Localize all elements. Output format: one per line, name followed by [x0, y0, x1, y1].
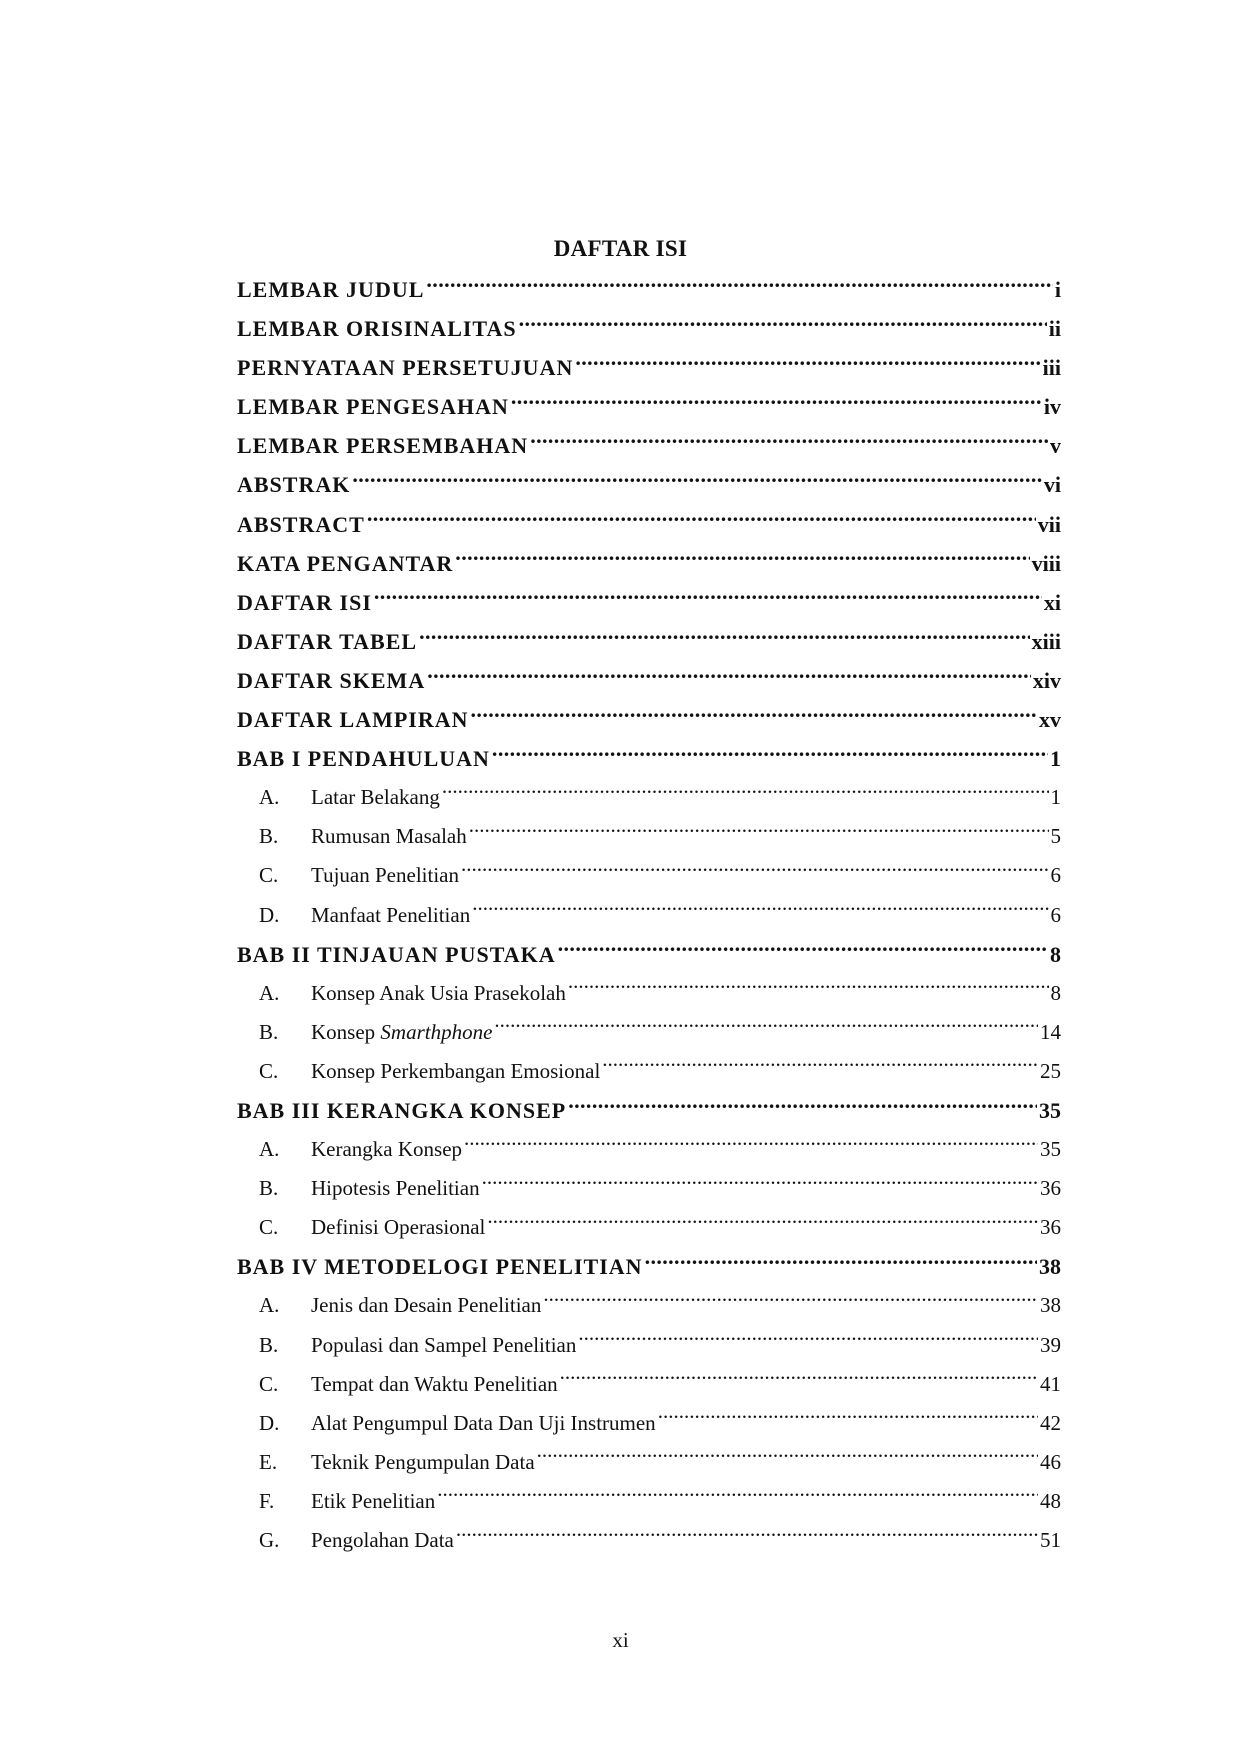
- toc-entry-lembar-judul[interactable]: [237, 270, 1061, 309]
- dot-leader: [472, 901, 1048, 922]
- dot-leader: [530, 431, 1048, 453]
- page-title: DAFTAR ISI: [553, 236, 688, 261]
- toc-section-page: 1: [1050, 785, 1061, 810]
- toc-section-label: Rumusan Masalah: [311, 824, 467, 849]
- toc-entry-pernyataan-persetujuan[interactable]: [237, 348, 1061, 387]
- toc-section-marker: B.: [259, 1332, 279, 1357]
- toc-section-page: 36: [1040, 1215, 1061, 1240]
- toc-chapter-bab-i[interactable]: [237, 739, 1061, 778]
- toc-entry-label: DAFTAR ISI: [237, 589, 372, 615]
- dot-leader: [419, 627, 1030, 649]
- toc-chapter-label: BAB III KERANGKA KONSEP: [237, 1097, 567, 1123]
- toc-section[interactable]: [237, 1404, 1061, 1443]
- toc-entry-kata-pengantar[interactable]: [237, 544, 1061, 583]
- dot-leader: [519, 314, 1047, 336]
- toc-entry-daftar-tabel[interactable]: [237, 622, 1061, 661]
- toc-section-label: Etik Penelitian: [311, 1488, 436, 1513]
- toc-section-label: Tujuan Penelitian: [311, 863, 459, 888]
- toc-entry-label: LEMBAR PERSEMBAHAN: [237, 433, 529, 459]
- toc-chapter-bab-iii[interactable]: [237, 1091, 1061, 1130]
- toc-section[interactable]: [237, 1521, 1061, 1560]
- toc-section[interactable]: [237, 778, 1061, 817]
- toc-section-page: 51: [1040, 1528, 1061, 1552]
- toc-entry-abstrak[interactable]: [237, 465, 1061, 504]
- toc-section[interactable]: [237, 896, 1061, 935]
- dot-leader: [560, 1370, 1038, 1391]
- toc-section-page: 25: [1040, 1058, 1061, 1083]
- toc-chapter-page: 1: [1050, 746, 1061, 772]
- toc-section-label: Konsep Perkembangan Emosional: [311, 1058, 601, 1083]
- toc-section-page: 36: [1040, 1176, 1061, 1201]
- toc-chapter-label: BAB II TINJAUAN PUSTAKA: [237, 941, 556, 967]
- toc-entry-label: DAFTAR TABEL: [237, 628, 418, 654]
- dot-leader: [482, 1174, 1038, 1195]
- toc-section-label: Kerangka Konsep: [311, 1137, 463, 1162]
- toc-section-marker: F.: [259, 1488, 275, 1513]
- dot-leader: [537, 1448, 1038, 1469]
- toc-chapter-page: 8: [1050, 941, 1061, 967]
- table-of-contents: [237, 270, 1061, 1560]
- toc-section-label: Konsep Anak Usia Prasekolah: [311, 980, 566, 1005]
- dot-leader: [568, 979, 1049, 1000]
- toc-chapter-page: 38: [1039, 1254, 1061, 1280]
- dot-leader: [461, 861, 1049, 882]
- toc-section-label-prefix: Konsep: [311, 1019, 381, 1044]
- dot-leader: [558, 940, 1048, 962]
- toc-section-page: 14: [1040, 1019, 1061, 1044]
- toc-section-marker: C.: [259, 1371, 279, 1396]
- toc-entry-page: xi: [1043, 589, 1061, 615]
- toc-entry-daftar-lampiran[interactable]: [237, 700, 1061, 739]
- dot-leader: [658, 1409, 1038, 1430]
- toc-section-page: 8: [1050, 980, 1061, 1005]
- toc-entry-label: KATA PENGANTAR: [237, 550, 454, 576]
- toc-section-label-italic: Smarthphone: [380, 1019, 493, 1044]
- toc-section[interactable]: [237, 817, 1061, 856]
- toc-entry-page: viii: [1031, 550, 1061, 576]
- toc-section-label: Latar Belakang: [311, 785, 440, 810]
- toc-entry-page: xiii: [1031, 628, 1061, 654]
- toc-section[interactable]: [237, 1482, 1061, 1521]
- toc-section-page: 46: [1040, 1449, 1061, 1474]
- toc-section-label: Alat Pengumpul Data Dan Uji Instrumen: [311, 1410, 656, 1435]
- dot-leader: [568, 1096, 1037, 1118]
- dot-leader: [427, 666, 1031, 688]
- toc-section-page: 41: [1040, 1371, 1061, 1396]
- toc-section-page: 6: [1050, 863, 1061, 888]
- toc-entry-daftar-isi[interactable]: [237, 583, 1061, 622]
- dot-leader: [437, 1487, 1038, 1508]
- toc-chapter-bab-ii[interactable]: [237, 935, 1061, 974]
- dot-leader: [367, 510, 1036, 532]
- toc-section-page: 42: [1040, 1410, 1061, 1435]
- toc-section-label: Definisi Operasional: [311, 1215, 486, 1240]
- dot-leader: [426, 275, 1052, 297]
- toc-section[interactable]: [237, 856, 1061, 895]
- dot-leader: [487, 1213, 1038, 1234]
- dot-leader: [645, 1252, 1037, 1274]
- dot-leader: [543, 1291, 1038, 1312]
- toc-section-label: Hipotesis Penelitian: [311, 1176, 480, 1201]
- dot-leader: [471, 705, 1037, 727]
- dot-leader: [442, 783, 1049, 804]
- toc-entry-label: ABSTRAK: [237, 472, 351, 498]
- toc-section[interactable]: [237, 1326, 1061, 1365]
- toc-section-label: [311, 1013, 492, 1052]
- dot-leader: [374, 588, 1042, 610]
- toc-entry-label: ABSTRACT: [237, 511, 365, 537]
- toc-section-marker: C.: [259, 1058, 279, 1083]
- toc-section-label: Teknik Pengumpulan Data: [311, 1449, 535, 1474]
- toc-entry-page: iii: [1042, 355, 1061, 381]
- toc-entry-label: PERNYATAAN PERSETUJUAN: [237, 355, 574, 381]
- toc-section-marker: A.: [259, 980, 280, 1005]
- dot-leader: [578, 1331, 1038, 1352]
- toc-section-label: Tempat dan Waktu Penelitian: [311, 1371, 558, 1396]
- toc-section-label: Manfaat Penelitian: [311, 902, 471, 927]
- toc-section[interactable]: [237, 1208, 1061, 1247]
- toc-entry-abstract[interactable]: [237, 505, 1061, 544]
- toc-entry-lembar-orisinalitas[interactable]: [237, 309, 1061, 348]
- toc-chapter-label: BAB I PENDAHULUAN: [237, 746, 490, 772]
- dot-leader: [511, 392, 1042, 414]
- toc-section[interactable]: [237, 1169, 1061, 1208]
- dot-leader: [602, 1057, 1038, 1078]
- toc-section[interactable]: [237, 974, 1061, 1013]
- toc-entry-page: ii: [1048, 316, 1061, 342]
- toc-section-marker: D.: [259, 1410, 280, 1435]
- toc-section-label: Jenis dan Desain Penelitian: [311, 1293, 542, 1318]
- toc-section-page: 35: [1040, 1137, 1061, 1162]
- toc-section[interactable]: [237, 1286, 1061, 1325]
- toc-entry-lembar-persembahan[interactable]: [237, 426, 1061, 465]
- toc-entry-label: LEMBAR ORISINALITAS: [237, 316, 517, 342]
- toc-chapter-bab-iv[interactable]: [237, 1247, 1061, 1286]
- dot-leader: [456, 1526, 1038, 1547]
- toc-section[interactable]: [237, 1130, 1061, 1169]
- toc-section-page: 5: [1050, 824, 1061, 849]
- dot-leader: [469, 822, 1049, 843]
- dot-leader: [464, 1135, 1038, 1156]
- toc-section[interactable]: [237, 1013, 1061, 1052]
- toc-section-page: 39: [1040, 1332, 1061, 1357]
- toc-section-marker: D.: [259, 902, 280, 927]
- toc-section-marker: A.: [259, 1293, 280, 1318]
- toc-section-marker: B.: [259, 1176, 279, 1201]
- toc-section-marker: B.: [259, 1019, 279, 1044]
- dot-leader: [352, 470, 1042, 492]
- toc-entry-page: xv: [1039, 707, 1061, 733]
- toc-section[interactable]: [237, 1365, 1061, 1404]
- toc-section-marker: E.: [259, 1449, 278, 1474]
- dot-leader: [494, 1018, 1038, 1039]
- toc-section-label: Populasi dan Sampel Penelitian: [311, 1332, 577, 1357]
- toc-entry-lembar-pengesahan[interactable]: [237, 387, 1061, 426]
- toc-entry-page: v: [1050, 433, 1061, 459]
- toc-entry-page: xiv: [1032, 667, 1061, 693]
- toc-section-marker: C.: [259, 863, 279, 888]
- toc-section-marker: C.: [259, 1215, 279, 1240]
- toc-entry-label: DAFTAR LAMPIRAN: [237, 707, 469, 733]
- toc-entry-page: i: [1054, 277, 1061, 302]
- toc-entry-label: LEMBAR PENGESAHAN: [237, 394, 509, 420]
- toc-section-page: 38: [1040, 1293, 1061, 1318]
- toc-entry-page: vii: [1037, 511, 1061, 537]
- toc-section[interactable]: [237, 1443, 1061, 1482]
- toc-section[interactable]: [237, 1052, 1061, 1091]
- dot-leader: [455, 549, 1029, 571]
- toc-entry-label: DAFTAR SKEMA: [237, 667, 426, 693]
- toc-section-marker: A.: [259, 1137, 280, 1162]
- toc-section-page: 6: [1050, 902, 1061, 927]
- toc-entry-daftar-skema[interactable]: [237, 661, 1061, 700]
- toc-section-marker: G.: [259, 1528, 280, 1552]
- toc-entry-label: LEMBAR JUDUL: [237, 277, 425, 302]
- dot-leader: [492, 744, 1048, 766]
- toc-section-label: Pengolahan Data: [311, 1528, 454, 1552]
- toc-section-page: 48: [1040, 1488, 1061, 1513]
- dot-leader: [575, 353, 1040, 375]
- toc-section-marker: A.: [259, 785, 280, 810]
- toc-chapter-label: BAB IV METODELOGI PENELITIAN: [237, 1254, 643, 1280]
- toc-section-marker: B.: [259, 824, 279, 849]
- toc-entry-page: iv: [1043, 394, 1061, 420]
- toc-chapter-page: 35: [1039, 1097, 1061, 1123]
- page-number: xi: [612, 1628, 629, 1652]
- toc-entry-page: vi: [1043, 472, 1061, 498]
